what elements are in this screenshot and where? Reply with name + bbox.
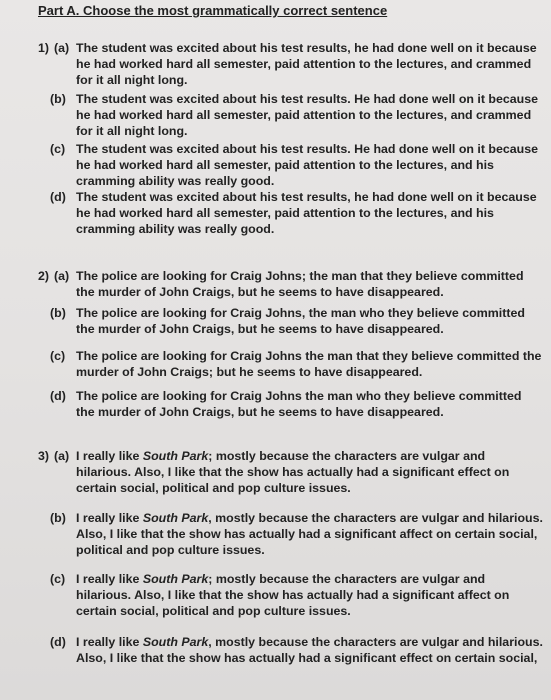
option-3c-text: I really like South Park; mostly because the characters are vulgar and hilarious. Also, I like that the show has actually had a significant affect on certain social, political and pop culture issues. <box>76 572 510 619</box>
option-label: (d) <box>50 190 66 204</box>
option-1d-text: The student was excited about his test results, he had done well on it because he had worked hard all semester, paid attention to the lectures, and his cramming ability was really good. <box>76 190 537 237</box>
option-2a-text: The police are looking for Craig Johns; the man that they believe committed the murder of John Craigs, but he seems to have disappeared. <box>76 269 524 300</box>
option-3b-text: I really like South Park, mostly because the characters are vulgar and hilarious. Also, I like that the show has actually had a significant affect on certain social, political and pop culture issues. <box>76 511 543 558</box>
option-label: (c) <box>50 142 66 156</box>
page-title: Part A. Choose the most grammatically correct sentence <box>38 3 388 18</box>
question-2-option-c <box>50 348 543 380</box>
option-label: (a) <box>54 269 70 283</box>
question-3-option-d <box>50 634 543 666</box>
question-number: 2) <box>38 269 50 283</box>
show-title: South Park <box>142 449 209 463</box>
option-label: (a) <box>54 449 70 463</box>
show-title: South Park <box>142 511 209 525</box>
option-1b-text: The student was excited about his test results. He had done well on it because he had worked hard all semester, paid attention to the lectures, and crammed for it all night long. <box>76 92 538 139</box>
option-label: (d) <box>50 389 66 403</box>
question-1-option-b <box>50 91 543 140</box>
question-3 <box>38 448 543 497</box>
option-label: (b) <box>50 511 66 525</box>
option-3d-text: I really like South Park, mostly because the characters are vulgar and hilarious. Also, I like that the show has actually had a significant effect on certain social, <box>76 635 543 666</box>
question-3-option-b <box>50 510 543 559</box>
question-2 <box>38 268 543 300</box>
option-2c-text: The police are looking for Craig Johns the man that they believe committed the murder of John Craigs; but he seems to have disappeared. <box>76 349 542 380</box>
question-2-option-d <box>50 388 543 420</box>
option-1a-text: The student was excited about his test results, he had done well on it because he had worked hard all semester, paid attention to the lectures, and crammed for it all night long. <box>76 41 537 88</box>
show-title: South Park <box>142 572 209 586</box>
option-3a-text: I really like South Park; mostly because the characters are vulgar and hilarious. Also, I like that the show has actually had a significant effect on certain social, political and pop culture issues. <box>76 449 510 496</box>
option-label: (b) <box>50 92 66 106</box>
question-number: 3) <box>38 449 50 463</box>
question-1-option-c <box>50 141 543 190</box>
option-label: (c) <box>50 572 66 586</box>
option-2b-text: The police are looking for Craig Johns, the man who they believe committed the murder of John Craigs, but he seems to have disappeared. <box>76 306 525 337</box>
option-2d-text: The police are looking for Craig Johns the man who they believe committed the murder of John Craigs, but he seems to have disappeared. <box>76 389 522 420</box>
question-2-option-b <box>50 305 543 337</box>
question-number: 1) <box>38 41 50 55</box>
option-label: (c) <box>50 349 66 363</box>
show-title: South Park <box>142 635 209 649</box>
option-label: (b) <box>50 306 66 320</box>
option-label: (d) <box>50 635 66 649</box>
option-1c-text: The student was excited about his test results. He had done well on it because he had worked hard all semester, paid attention to the lectures, and his cramming ability was really good. <box>76 142 538 189</box>
option-label: (a) <box>54 41 70 55</box>
question-3-option-c <box>50 571 543 620</box>
question-1 <box>38 40 543 89</box>
question-1-option-d <box>50 189 543 238</box>
